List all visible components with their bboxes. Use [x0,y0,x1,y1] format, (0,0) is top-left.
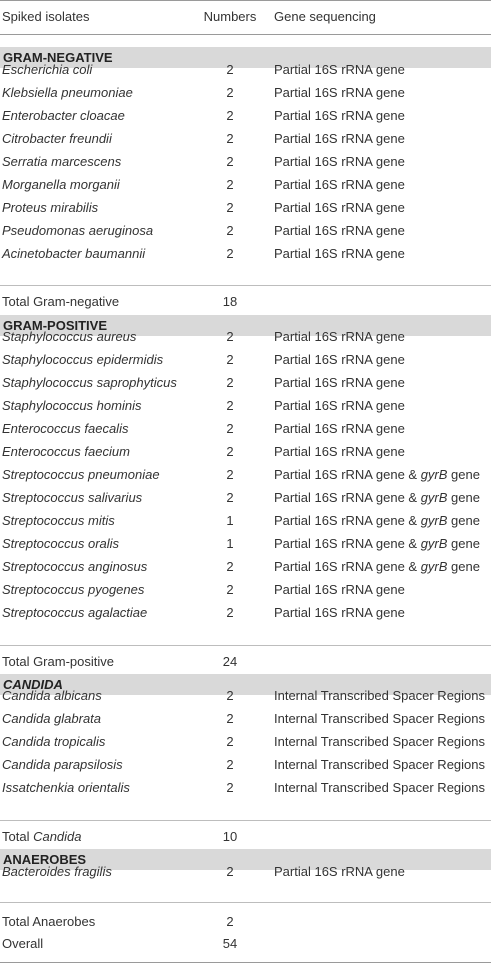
table-row [0,58,491,81]
isolate-number: 2 [226,108,234,123]
gene-sequencing [274,730,485,753]
gene-sequencing-text: Partial 16S rRNA gene [274,154,405,169]
isolate-name: Streptococcus oralis [2,536,120,551]
table-row [0,325,491,348]
table-row [0,684,491,707]
isolate-number: 2 [226,421,234,436]
table-row [0,173,491,196]
isolate-name: Morganella morganii [2,177,120,192]
isolate-name: Streptococcus pyogenes [2,582,145,597]
gene-sequencing [274,348,405,371]
gene-sequencing-text: Partial 16S rRNA gene [274,444,405,459]
table-row [0,242,491,265]
total-row [0,650,491,673]
isolate-name: Staphylococcus hominis [2,398,142,413]
isolate-name: Candida tropicalis [2,734,106,749]
gene-sequencing-text: Internal Transcribed Spacer Regions [274,711,486,726]
total-label [2,910,95,933]
gene-sequencing [274,684,485,707]
total-label-text: Total Anaerobes [2,914,96,929]
isolate-name: Klebsiella pneumoniae [2,85,133,100]
table-row [0,440,491,463]
isolate-name: Streptococcus anginosus [2,559,148,574]
table-row [0,417,491,440]
total-label [2,290,119,313]
gene-sequencing [274,601,405,624]
total-label-text: Total Gram-negative [2,294,120,309]
section-divider-rule [0,285,491,286]
gene-sequencing [274,127,405,150]
gene-sequencing-text: Partial 16S rRNA gene [274,62,405,77]
gene-sequencing-suffix: gene [447,513,480,528]
table-row [0,776,491,799]
gene-sequencing-text: Partial 16S rRNA gene [274,200,405,215]
table-row [0,532,491,555]
section-title: GRAM-POSITIVE [3,318,108,333]
isolate-number: 2 [226,490,234,505]
gene-sequencing [274,486,480,509]
isolate-name: Serratia marcescens [2,154,122,169]
isolate-number: 2 [226,85,234,100]
gene-sequencing [274,150,405,173]
gene-name-italic: gyrB [420,536,448,551]
table-top-rule [0,0,491,1]
isolate-number: 1 [226,513,234,528]
gene-sequencing-text: Partial 16S rRNA gene & [274,559,421,574]
gene-sequencing-text: Partial 16S rRNA gene [274,398,405,413]
table-row [0,578,491,601]
total-number: 10 [222,829,238,844]
isolate-name: Issatchenkia orientalis [2,780,130,795]
gene-name-italic: gyrB [420,513,448,528]
isolate-number: 2 [226,734,234,749]
isolate-name: Bacteroides fragilis [2,864,112,879]
isolate-number: 2 [226,444,234,459]
gene-name-italic: gyrB [420,559,448,574]
gene-sequencing-text: Partial 16S rRNA gene & [274,467,421,482]
section-title: CANDIDA [3,677,63,692]
table-row [0,104,491,127]
isolate-number: 1 [226,536,234,551]
gene-sequencing [274,860,405,883]
isolate-name: Streptococcus pneumoniae [2,467,160,482]
header-bottom-rule [0,34,491,35]
total-label-text: Total [2,829,34,844]
isolate-name: Streptococcus salivarius [2,490,143,505]
gene-sequencing [274,753,485,776]
table-row [0,196,491,219]
isolate-name: Pseudomonas aeruginosa [2,223,154,238]
isolate-name: Proteus mirabilis [2,200,99,215]
gene-sequencing [274,219,405,242]
table-row [0,753,491,776]
gene-sequencing-suffix: gene [447,536,480,551]
gene-sequencing [274,417,405,440]
isolate-name: Citrobacter freundii [2,131,112,146]
isolate-number: 2 [226,329,234,344]
gene-sequencing-text: Internal Transcribed Spacer Regions [274,734,486,749]
gene-sequencing [274,707,485,730]
gene-sequencing [274,509,480,532]
isolate-number: 2 [226,246,234,261]
table-row [0,860,491,883]
isolate-number: 2 [226,467,234,482]
isolate-number: 2 [226,131,234,146]
gene-sequencing [274,371,405,394]
gene-sequencing [274,394,405,417]
gene-sequencing-text: Internal Transcribed Spacer Regions [274,780,486,795]
total-number: 18 [222,294,238,309]
total-number: 54 [222,936,238,951]
gene-sequencing [274,58,405,81]
gene-sequencing-text: Partial 16S rRNA gene [274,329,405,344]
gene-sequencing [274,104,405,127]
total-label-text: Overall [2,936,44,951]
gene-sequencing-text: Partial 16S rRNA gene [274,177,405,192]
gene-sequencing-suffix: gene [447,490,480,505]
section-divider-rule [0,902,491,903]
gene-sequencing [274,173,405,196]
isolate-number: 2 [226,605,234,620]
gene-sequencing-text: Partial 16S rRNA gene [274,582,405,597]
total-row [0,825,491,848]
isolate-number: 2 [226,757,234,772]
isolate-name: Acinetobacter baumannii [2,246,146,261]
section-title: ANAEROBES [3,852,87,867]
table-row [0,730,491,753]
gene-sequencing [274,196,405,219]
total-row [0,932,491,955]
total-row [0,910,491,933]
isolate-number: 2 [226,352,234,367]
isolate-name: Streptococcus agalactiae [2,605,148,620]
gene-sequencing-text: Partial 16S rRNA gene [274,131,405,146]
isolate-name: Enterobacter cloacae [2,108,125,123]
isolate-name: Staphylococcus epidermidis [2,352,164,367]
total-number: 2 [226,914,234,929]
total-row [0,290,491,313]
gene-sequencing-text: Partial 16S rRNA gene [274,375,405,390]
isolate-name: Candida albicans [2,688,102,703]
isolate-number: 2 [226,200,234,215]
header-gene-sequencing: Gene sequencing [274,9,376,24]
table-row [0,219,491,242]
total-label [2,650,114,673]
gene-sequencing-text: Partial 16S rRNA gene [274,864,405,879]
table-row [0,394,491,417]
gene-sequencing-text: Partial 16S rRNA gene [274,246,405,261]
gene-sequencing-text: Partial 16S rRNA gene [274,605,405,620]
total-label-italic: Candida [33,829,82,844]
gene-sequencing [274,81,405,104]
isolate-number: 2 [226,688,234,703]
table-row [0,509,491,532]
gene-sequencing-text: Partial 16S rRNA gene [274,352,405,367]
isolate-name: Staphylococcus aureus [2,329,137,344]
header-numbers: Numbers [203,9,257,24]
table-row [0,463,491,486]
table-row [0,348,491,371]
gene-sequencing-suffix: gene [447,559,480,574]
isolate-number: 2 [226,582,234,597]
gene-name-italic: gyrB [420,490,448,505]
gene-sequencing-text: Internal Transcribed Spacer Regions [274,688,486,703]
isolate-number: 2 [226,177,234,192]
table-row [0,707,491,730]
table-row [0,555,491,578]
section-divider-rule [0,820,491,821]
table-row [0,371,491,394]
isolate-number: 2 [226,780,234,795]
gene-sequencing [274,440,405,463]
section-divider-rule [0,645,491,646]
gene-sequencing [274,325,405,348]
isolate-number: 2 [226,864,234,879]
table-row [0,150,491,173]
isolate-name: Candida parapsilosis [2,757,123,772]
table-row [0,601,491,624]
table-row [0,486,491,509]
gene-sequencing-text: Partial 16S rRNA gene & [274,490,421,505]
gene-name-italic: gyrB [420,467,448,482]
isolate-number: 2 [226,154,234,169]
gene-sequencing-text: Partial 16S rRNA gene & [274,513,421,528]
gene-sequencing-text: Internal Transcribed Spacer Regions [274,757,486,772]
table-bottom-rule [0,962,491,963]
gene-sequencing-text: Partial 16S rRNA gene [274,421,405,436]
gene-sequencing [274,578,405,601]
isolate-name: Escherichia coli [2,62,93,77]
header-spiked-isolates: Spiked isolates [2,9,90,24]
isolate-name: Staphylococcus saprophyticus [2,375,177,390]
gene-sequencing [274,776,485,799]
gene-sequencing-text: Partial 16S rRNA gene & [274,536,421,551]
isolate-name: Streptococcus mitis [2,513,115,528]
total-label [2,825,82,848]
gene-sequencing [274,555,480,578]
total-number: 24 [222,654,238,669]
table-row [0,81,491,104]
gene-sequencing [274,463,480,486]
isolate-number: 2 [226,559,234,574]
isolate-name: Enterococcus faecium [2,444,130,459]
gene-sequencing-text: Partial 16S rRNA gene [274,108,405,123]
section-title: GRAM-NEGATIVE [3,50,113,65]
gene-sequencing [274,532,480,555]
isolate-name: Candida glabrata [2,711,102,726]
isolate-number: 2 [226,62,234,77]
gene-sequencing-text: Partial 16S rRNA gene [274,223,405,238]
isolate-name: Enterococcus faecalis [2,421,129,436]
gene-sequencing [274,242,405,265]
table-row [0,127,491,150]
total-label [2,932,43,955]
isolate-number: 2 [226,711,234,726]
gene-sequencing-text: Partial 16S rRNA gene [274,85,405,100]
isolate-number: 2 [226,398,234,413]
total-label-text: Total Gram-positive [2,654,114,669]
gene-sequencing-suffix: gene [447,467,480,482]
table-header-row [0,5,491,28]
isolate-number: 2 [226,375,234,390]
isolate-number: 2 [226,223,234,238]
